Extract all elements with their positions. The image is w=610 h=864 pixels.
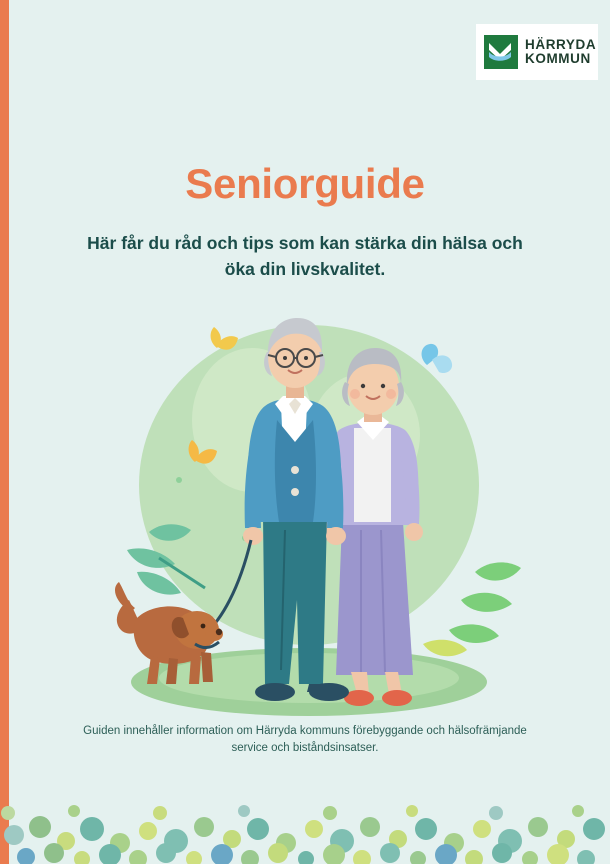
decor-leaf-icon bbox=[211, 327, 238, 350]
bottom-dot-band bbox=[0, 769, 610, 864]
logo-line-2: KOMMUN bbox=[525, 51, 591, 66]
cover-footnote: Guiden innehåller information om Härryda kommuns förebyggande och hälsofrämjande service och biståndsinsatser. bbox=[83, 725, 527, 755]
decor-butterfly-icon bbox=[422, 344, 453, 373]
cover-illustration bbox=[9, 300, 610, 720]
page-title: Seniorguide bbox=[185, 160, 425, 207]
page-subtitle: Här får du råd och tips som kan stärka din hälsa och öka din livskvalitet. bbox=[87, 233, 523, 279]
harryda-kommun-shield-icon bbox=[484, 35, 518, 69]
logo-line-1: HÄRRYDA bbox=[525, 37, 597, 53]
logo bbox=[476, 24, 598, 80]
left-accent-bar bbox=[0, 0, 9, 864]
